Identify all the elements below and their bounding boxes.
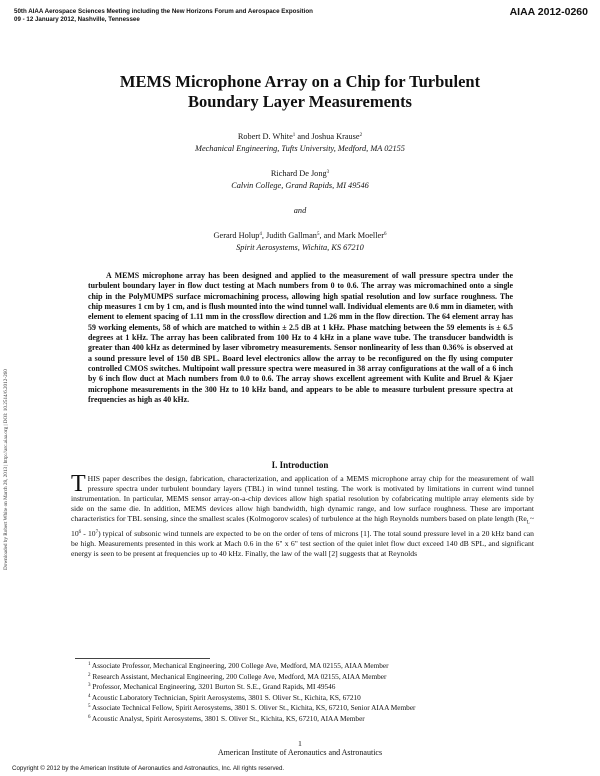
- intro-text: ~ 10: [71, 514, 534, 538]
- author-footnote-mark: 3: [326, 170, 330, 175]
- page-number: 1: [298, 739, 302, 748]
- author-separator: , and: [319, 231, 338, 240]
- download-watermark-text: Downloaded by Robert White on March 28, 2013 | http://arc.aiaa.org | DOI: 10.2514/6.2012-260: [3, 369, 9, 570]
- footnote-item: [88, 682, 528, 693]
- intro-superscript: 6: [78, 530, 82, 535]
- conference-header: [14, 8, 313, 24]
- author-footnote-mark: 2: [359, 133, 363, 138]
- download-watermark: [3, 240, 11, 570]
- paper-title-line-1: MEMS Microphone Array on a Chip for Turbulent: [119, 72, 481, 91]
- author-name: Robert D. White: [237, 132, 293, 141]
- introduction-paragraph: [71, 471, 534, 559]
- footnote-text: Professor, Mechanical Engineering, 3201 Burton St. S.E., Grand Rapids, MI 49546: [92, 682, 336, 692]
- footnote-number: 4: [88, 693, 91, 699]
- author-separator: ,: [261, 231, 267, 240]
- paper-title: [60, 72, 540, 112]
- intro-superscript: 7: [95, 530, 99, 535]
- footnote-number: 6: [88, 714, 91, 720]
- footnote-text: Associate Professor, Mechanical Engineering, 200 College Ave, Medford, MA 02155, AIAA Member: [91, 661, 389, 670]
- author-name: Mark Moeller: [337, 231, 384, 240]
- author-line-2: [60, 168, 540, 179]
- author-name: Joshua Krause: [311, 132, 360, 141]
- paper-title-line-2: Boundary Layer Measurements: [188, 92, 412, 111]
- footnote-item: [88, 672, 528, 683]
- intro-subscript: L: [526, 520, 530, 526]
- author-footnote-mark: 6: [383, 232, 387, 237]
- conference-date-location: 09 - 12 January 2012, Nashville, Tennessee: [14, 16, 140, 23]
- author-footnote-mark: 5: [316, 232, 320, 237]
- footnote-item: [88, 714, 528, 725]
- abstract: A MEMS microphone array has been designed and applied to the measurement of wall pressure spectra under the turbulent boundary layer in flow duct testing at Mach numbers from 0 to 0.6. The array was micromachined onto a single chip in the PolyMUMPS surface micromachining process, allowing high spatial resolution and low surface roughness. The chip measures 1 cm by 1 cm, and is flush mounted into the wind tunnel wall. Individual elements are 0.6 mm in diameter, with element to element spacing of 1.11 mm in the crossflow direction and 1.26 mm in the flow direction. The 64 element array has 59 working elements, 58 of which are matched to within ± 2.5 dB at 1 kHz. Phase matching between the 59 elements is ± 6.5 degrees at 1 kHz. The array has been calibrated from 100 Hz to 4 kHz in a plane wave tube. The transducer bandwidth is greater than 400 kHz as determined by laser vibrometry measurements. Sensor nonlinearity of less than 0.36% is observed at a sound pressure level of 150 dB SPL. Board level electronics allow the array to be reconfigured on the fly using computer controlled CMOS switches. Multipoint wall pressure spectra were measured in 38 array configurations at the wall of a 6 inch by 6 inch flow duct at Mach numbers from 0.0 to 0.6. The array shows excellent agreement with Kulite and Bruel & Kjaer microphone measurements in the 300 Hz to 10 kHz band, and appears to be able to measure turbulent pressure spectra at frequencies as high as 40 kHz.: [88, 271, 513, 405]
- footnote-text: Research Assistant, Mechanical Engineering, 200 College Ave, Medford, MA 02155, AIAA Member: [92, 671, 387, 681]
- author-name: Richard De Jong: [270, 169, 327, 178]
- footnote-divider: [75, 658, 210, 659]
- author-name: Gerard Holup: [213, 231, 260, 240]
- footnote-text: Acoustic Laboratory Technician, Spirit Aerosystems, 3801 S. Oliver St., Kichita, KS, 67210: [91, 692, 361, 702]
- intro-text: HIS paper describes the design, fabrication, characterization, and application of a MEMS microphone array chip for the measurement of wall pressure spectra under turbulent boundary layers (TBL) in wind tunnel testing. The work is motivated by limitations in current wind tunnel instrumentation. In particular, MEMS sensor array-on-a-chip devices allow high spatial resolution by cofabricating multiple array elements side by side on the same die. In addition, MEMS devices allow high bandwidth, high dynamic range, and low surface roughness. These are important characteristics for TBL sensing, since the smallest scales (Kolmogorov scales) of turbulence at the high Reynolds numbers based on plate length (Re: [71, 474, 534, 524]
- affiliation-spirit: Spirit Aerosystems, Wichita, KS 67210: [236, 243, 364, 252]
- footnote-item: [88, 661, 528, 672]
- affiliation-calvin: Calvin College, Grand Rapids, MI 49546: [231, 181, 369, 190]
- footnote-number: 1: [88, 662, 91, 667]
- section-heading-introduction: I. Introduction: [271, 460, 329, 470]
- author-conjunction: and: [295, 132, 312, 141]
- author-line-3: [60, 230, 540, 241]
- footnote-number: 3: [88, 683, 91, 689]
- footer-organization: American Institute of Aeronautics and Astronautics: [217, 748, 383, 757]
- copyright-notice: Copyright © 2012 by the American Institute of Aeronautics and Astronautics, Inc. All rights reserved.: [12, 765, 285, 772]
- drop-cap: T: [71, 471, 86, 497]
- author-name: Judith Gallman: [266, 231, 317, 240]
- intro-text: ) typical of subsonic wind tunnels are expected to be on the order of tens of microns [1]. The total sound pressure level in a 20 kHz band can be high. Measurements presented in this work at Mach 0.6 in the 6" x 6" test section of the quiet inlet flow duct exceed 140 dB SPL, and significant energy is seen to be present at frequencies up to 40 kHz. Finally, the law of the wall [2] suggests that at Reynolds: [71, 529, 534, 559]
- affiliation-tufts: Mechanical Engineering, Tufts University, Medford, MA 02155: [195, 144, 405, 153]
- intro-text: - 10: [81, 529, 96, 538]
- footnote-item: [88, 693, 528, 704]
- author-footnote-mark: 1: [292, 133, 296, 138]
- footnote-text: Acoustic Analyst, Spirit Aerosystems, 3801 S. Oliver St., Kichita, KS, 67210, AIAA Member: [91, 713, 365, 723]
- footnotes: [88, 661, 528, 725]
- conference-title: 50th AIAA Aerospace Sciences Meeting including the New Horizons Forum and Aerospace Exposition: [14, 8, 313, 15]
- author-footnote-mark: 4: [259, 232, 262, 237]
- footnote-number: 5: [88, 704, 91, 710]
- footnote-number: 2: [88, 672, 91, 678]
- footnote-item: [88, 703, 528, 714]
- footnote-text: Associate Technical Fellow, Spirit Aerosystems, 3801 S. Oliver St., Kichita, KS, 67210, Senior AIAA Member: [91, 703, 416, 713]
- author-line-1: [60, 131, 540, 142]
- paper-id: AIAA 2012-0260: [509, 6, 588, 18]
- author-and: and: [293, 206, 307, 215]
